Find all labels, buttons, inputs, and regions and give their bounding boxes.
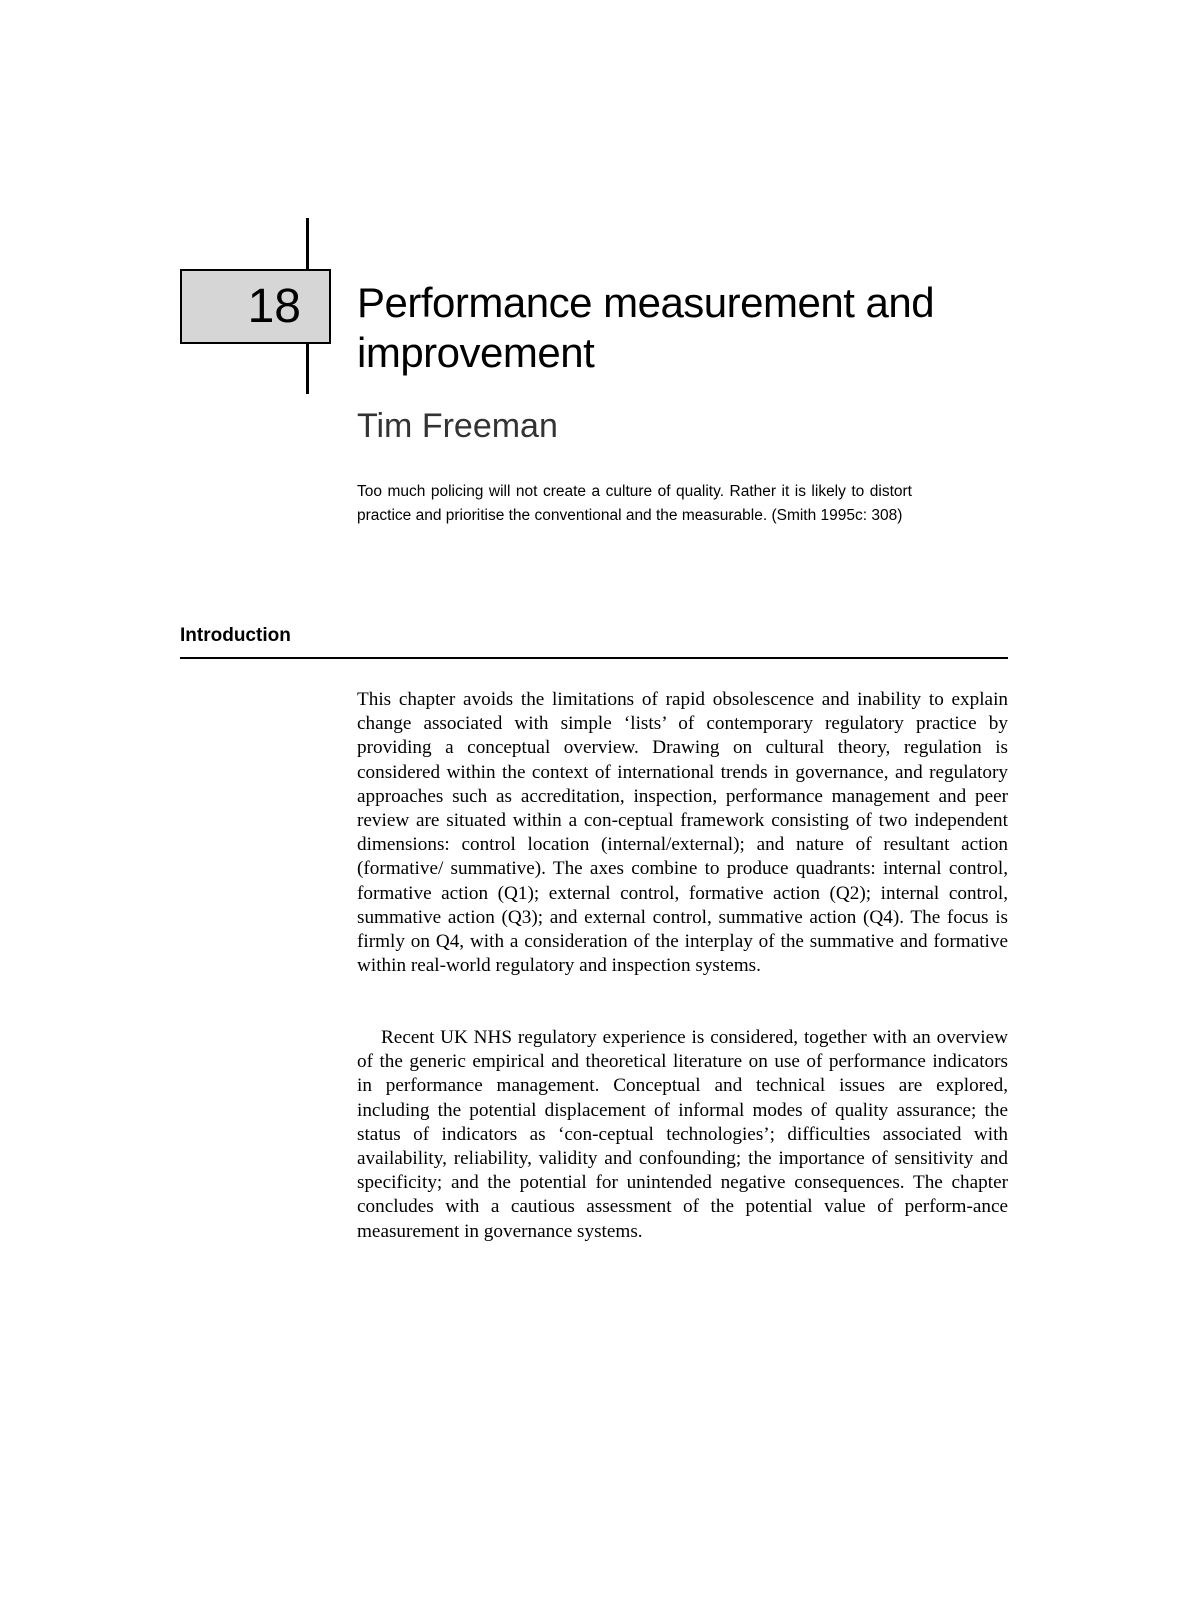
chapter-title: Performance measurement and improvement — [357, 279, 935, 376]
section-divider — [180, 657, 1008, 659]
body-paragraph: Recent UK NHS regulatory experience is considered, together with an overview of the generic empirical and theoretical literature on use of performance indicators in performance management. Conceptual and technical issues are explored, including the potential displacement of informal modes of quality assurance; the status of indicators as ‘con-ceptual technologies’; difficulties associated with availability, reliability, validity and confounding; the importance of sensitivity and specificity; and the potential for unintended negative consequences. The chapter concludes with a cautious assessment of the potential value of perform-ance measurement in governance systems. — [357, 1027, 1008, 1242]
chapter-marker-line-top — [306, 218, 309, 270]
chapter-marker-line-bottom — [306, 342, 309, 394]
body-paragraph: This chapter avoids the limitations of rapid obsolescence and inability to explain change associated with simple ‘lists’ of contemporary regulatory practice by providing a conceptual overview. Drawing on cultural theory, regulation is considered within the context of international trends in governance, and regulatory approaches such as accreditation, inspection, performance management and peer review are situated within a con-ceptual framework consisting of two independent dimensions: control location (internal/external); and nature of resultant action (formative/ summative). The axes combine to produce quadrants: internal control, formative action (Q1); external control, formative action (Q2); internal control, summative action (Q3); and external control, summative action (Q4). The focus is firmly on Q4, with a consideration of the interplay of the summative and formative within real-world regulatory and inspection systems. — [357, 689, 1008, 977]
section-heading: Introduction — [180, 625, 291, 646]
chapter-number: 18 — [247, 280, 301, 333]
chapter-author: Tim Freeman — [357, 407, 558, 445]
epigraph-quote: Too much policing will not create a culture of quality. Rather it is likely to distort practice and prioritise the conventional and the measurable. (Smith 1995c: 308) — [357, 483, 912, 524]
chapter-number-box — [180, 269, 331, 344]
